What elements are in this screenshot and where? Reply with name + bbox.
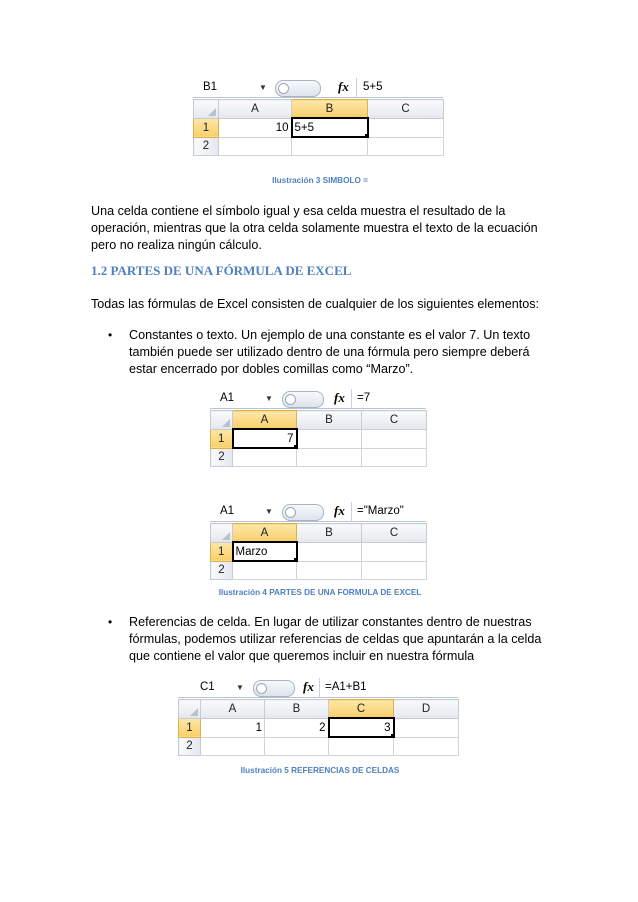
- spreadsheet-grid: [210, 410, 427, 467]
- column-header-a[interactable]: A: [201, 700, 265, 719]
- caption-ilustracion-4: Ilustración 4 PARTES DE UNA FORMULA DE EXCEL: [218, 588, 422, 597]
- chevron-down-icon[interactable]: ▼: [265, 507, 273, 516]
- cell-b1[interactable]: [297, 542, 362, 561]
- column-header-b[interactable]: B: [265, 700, 329, 719]
- column-header-c[interactable]: C: [362, 411, 427, 430]
- cell-d2[interactable]: [394, 737, 459, 756]
- column-header-c[interactable]: C: [368, 100, 444, 119]
- cell-a1[interactable]: 10: [219, 118, 292, 137]
- bullet-marker: •: [108, 328, 113, 342]
- column-header-a[interactable]: A: [233, 411, 297, 430]
- name-box[interactable]: C1: [200, 681, 215, 693]
- column-header-a[interactable]: A: [233, 524, 297, 543]
- insert-function-icon[interactable]: fx: [338, 79, 349, 94]
- cell-c2[interactable]: [362, 448, 427, 467]
- chevron-down-icon[interactable]: ▼: [265, 394, 273, 403]
- caption-ilustracion-5: Ilustración 5 REFERENCIAS DE CELDAS: [240, 766, 400, 775]
- cell-b2[interactable]: [297, 561, 362, 580]
- formula-text[interactable]: =A1+B1: [325, 681, 367, 693]
- cell-c1[interactable]: [368, 118, 444, 137]
- cell-a2[interactable]: [233, 448, 297, 467]
- name-box[interactable]: A1: [220, 392, 235, 404]
- spreadsheet-grid: [178, 699, 459, 756]
- excel-screenshot-simbolo: [193, 78, 443, 158]
- insert-function-icon[interactable]: fx: [303, 679, 314, 694]
- cell-c1[interactable]: 3: [329, 718, 394, 737]
- column-header-a[interactable]: A: [219, 100, 292, 119]
- excel-screenshot-constante: [210, 389, 426, 464]
- chevron-down-icon[interactable]: ▼: [259, 83, 267, 92]
- chevron-down-icon[interactable]: ▼: [236, 683, 244, 692]
- column-header-b[interactable]: B: [292, 100, 368, 119]
- cell-b2[interactable]: [297, 448, 362, 467]
- cell-c2[interactable]: [329, 737, 394, 756]
- excel-screenshot-texto: [210, 502, 426, 577]
- cell-b2[interactable]: [265, 737, 329, 756]
- formula-bar: [210, 502, 426, 522]
- formula-bar: [210, 389, 426, 409]
- bullet-marker: •: [108, 615, 113, 629]
- row-header-2[interactable]: 2: [179, 737, 201, 756]
- insert-function-icon[interactable]: fx: [334, 503, 345, 518]
- column-header-d[interactable]: D: [394, 700, 459, 719]
- row-header-1[interactable]: 1: [194, 118, 219, 137]
- cell-a1[interactable]: 1: [201, 718, 265, 737]
- bullet-constantes: Constantes o texto. Un ejemplo de una constante es el valor 7. Un texto también puede ser utilizado dentro de una fórmula pero siempre deberá estar encerrado por dobles comillas como “Marzo”.: [129, 328, 531, 376]
- row-header-2[interactable]: 2: [211, 561, 233, 580]
- excel-screenshot-referencias: [178, 678, 458, 753]
- select-all-corner[interactable]: [211, 524, 233, 543]
- cell-a2[interactable]: [201, 737, 265, 756]
- row-header-1[interactable]: 1: [211, 429, 233, 448]
- row-header-2[interactable]: 2: [211, 448, 233, 467]
- cell-c1[interactable]: [362, 542, 427, 561]
- row-header-2[interactable]: 2: [194, 137, 219, 156]
- cell-b2[interactable]: [292, 137, 368, 156]
- row-header-1[interactable]: 1: [211, 542, 233, 561]
- formula-bar-toggle-icon[interactable]: [282, 504, 324, 521]
- select-all-corner[interactable]: [211, 411, 233, 430]
- section-heading: 1.2 PARTES DE UNA FÓRMULA DE EXCEL: [91, 263, 352, 278]
- bullet-referencias: Referencias de celda. En lugar de utilizar constantes dentro de nuestras fórmulas, podemos utilizar referencias de celdas que apuntarán a la celda que contiene el valor que queremos incluir en nuestra fórmula: [129, 615, 542, 663]
- cell-a2[interactable]: [233, 561, 297, 580]
- name-box[interactable]: B1: [203, 81, 218, 93]
- cell-b1[interactable]: [297, 429, 362, 448]
- cell-c2[interactable]: [362, 561, 427, 580]
- formula-bar-toggle-icon[interactable]: [253, 680, 295, 697]
- paragraph-elementos: Todas las fórmulas de Excel consisten de cualquier de los siguientes elementos:: [91, 297, 540, 311]
- formula-bar-toggle-icon[interactable]: [275, 80, 321, 97]
- caption-ilustracion-3: Ilustración 3 SIMBOLO =: [272, 176, 368, 185]
- formula-text[interactable]: =7: [357, 392, 371, 404]
- spreadsheet-grid: [193, 99, 444, 156]
- cell-a1[interactable]: Marzo: [233, 542, 297, 561]
- insert-function-icon[interactable]: fx: [334, 390, 345, 405]
- paragraph-simbolo: Una celda contiene el símbolo igual y esa celda muestra el resultado de la operación, mientras que la otra celda solamente muestra el texto de la ecuación pero no realiza ningún cálculo.: [91, 204, 538, 252]
- row-header-1[interactable]: 1: [179, 718, 201, 737]
- cell-b1[interactable]: 5+5: [292, 118, 368, 137]
- name-box[interactable]: A1: [220, 505, 235, 517]
- column-header-b[interactable]: B: [297, 524, 362, 543]
- column-header-c[interactable]: C: [362, 524, 427, 543]
- cell-c2[interactable]: [368, 137, 444, 156]
- column-header-b[interactable]: B: [297, 411, 362, 430]
- formula-bar-toggle-icon[interactable]: [282, 391, 324, 408]
- formula-bar: [178, 678, 458, 698]
- formula-text[interactable]: 5+5: [363, 81, 383, 93]
- formula-text[interactable]: ="Marzo": [357, 505, 404, 517]
- formula-bar: [193, 78, 443, 98]
- cell-a2[interactable]: [219, 137, 292, 156]
- cell-b1[interactable]: 2: [265, 718, 329, 737]
- select-all-corner[interactable]: [194, 100, 219, 119]
- cell-a1[interactable]: 7: [233, 429, 297, 448]
- spreadsheet-grid: [210, 523, 427, 580]
- select-all-corner[interactable]: [179, 700, 201, 719]
- cell-d1[interactable]: [394, 718, 459, 737]
- column-header-c[interactable]: C: [329, 700, 394, 719]
- cell-c1[interactable]: [362, 429, 427, 448]
